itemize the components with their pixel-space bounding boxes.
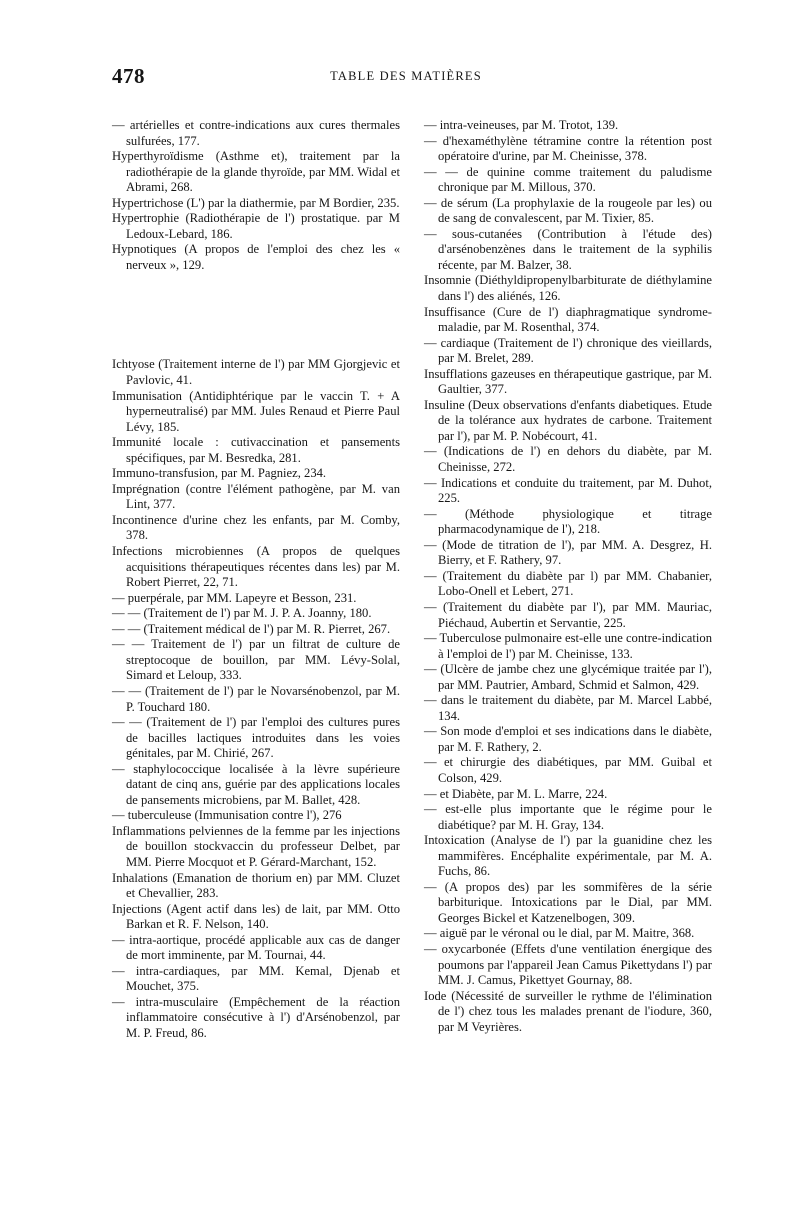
- index-entry: — (Ulcère de jambe chez une glycémique traitée par l'), par MM. Pautrier, Ambard, Schmid et Salmon, 429.: [424, 662, 712, 692]
- index-entry: — d'hexaméthylène tétramine contre la rétention post opératoire d'urine, par M. Cheinisse, 378.: [424, 133, 712, 164]
- index-entry: Ichtyose (Traitement interne de l') par MM Gjorgjevic et Pavlovic, 41.: [112, 357, 400, 388]
- running-title: TABLE DES MATIÈRES: [330, 69, 482, 83]
- index-entry: — — (Traitement de l') par l'emploi des cultures pures de bacilles lactiques introduites dans les voies génitales, par M. Chirié, 267.: [112, 715, 400, 761]
- index-entry: Hypertrichose (L') par la diathermie, par M Bordier, 235.: [112, 195, 400, 210]
- index-entry: — est-elle plus importante que le régime pour le diabétique? par M. H. Gray, 134.: [424, 802, 712, 832]
- index-entry: Immunisation (Antidiphtérique par le vaccin T. + A hyperneutralisé) par MM. Jules Renaud et Pierre Paul Lévy, 185.: [112, 388, 400, 434]
- page-number: 478: [112, 64, 145, 88]
- index-entry: — et chirurgie des diabétiques, par MM. Guibal et Colson, 429.: [424, 755, 712, 785]
- index-entry: — — (Traitement de l') par le Novarsénobenzol, par M. P. Touchard 180.: [112, 683, 400, 714]
- index-entry: Intoxication (Analyse de l') par la guanidine chez les mammifères. Encéphalite expérimentale, par M. A. Fuchs, 86.: [424, 833, 712, 879]
- index-entry: — (Méthode physiologique et titrage pharmacodynamique de l'), 218.: [424, 506, 712, 537]
- index-entry: — Son mode d'emploi et ses indications dans le diabète, par M. F. Rathery, 2.: [424, 724, 712, 754]
- index-entry: Infections microbiennes (A propos de quelques acquisitions thérapeutiques récentes dans les) par M. Robert Pierret, 22, 71.: [112, 544, 400, 590]
- index-entry: — artérielles et contre-indications aux cures thermales sulfurées, 177.: [112, 118, 400, 148]
- left-column: [112, 118, 400, 1042]
- index-entry: — — Traitement de l') par un filtrat de culture de streptocoque de bouillon, par MM. Lévy-Solal, Simard et Leloup, 333.: [112, 637, 400, 683]
- index-entry: Insufflations gazeuses en thérapeutique gastrique, par M. Gaultier, 377.: [424, 366, 712, 397]
- index-entry: — intra-aortique, procédé applicable aux cas de danger de mort imminente, par M. Tournai, 44.: [112, 932, 400, 963]
- index-entry: — Tuberculose pulmonaire est-elle une contre-indication à l'emploi de l') par M. Cheinisse, 133.: [424, 631, 712, 661]
- index-entry: — (A propos des) par les sommifères de la série barbiturique. Intoxications par le Dial, par MM. Georges Bickel et Katzenelbogen, 309.: [424, 879, 712, 925]
- section-gap: [112, 273, 400, 357]
- index-entry: Hypnotiques (A propos de l'emploi des chez les « nerveux », 129.: [112, 242, 400, 272]
- index-entry: — — (Traitement médical de l') par M. R. Pierret, 267.: [112, 621, 391, 636]
- index-entry: — — de quinine comme traitement du paludisme chronique par M. Millous, 370.: [424, 164, 712, 195]
- index-entry: Immunité locale : cutivaccination et pansements spécifiques, par M. Besredka, 281.: [112, 435, 400, 465]
- index-entry: — puerpérale, par MM. Lapeyre et Besson, 231.: [112, 590, 357, 605]
- index-entry: Incontinence d'urine chez les enfants, par M. Comby, 378.: [112, 512, 400, 543]
- index-entry: Injections (Agent actif dans les) de lait, par MM. Otto Barkan et R. F. Nelson, 140.: [112, 901, 400, 932]
- index-entry: Iode (Nécessité de surveiller le rythme de l'élimination de l') chez tous les malades prenant de l'iodure, 360, par M Veyrières.: [424, 988, 712, 1034]
- index-entry: Hypertrophie (Radiothérapie de l') prostatique. par M Ledoux-Lebard, 186.: [112, 211, 400, 241]
- index-entry: — (Indications de l') en dehors du diabète, par M. Cheinisse, 272.: [424, 444, 712, 475]
- index-entry: Insomnie (Diéthyldipropenylbarbiturate de diéthylamine dans l') des aliénés, 126.: [424, 273, 712, 304]
- page-header: [112, 64, 700, 94]
- index-entry: — (Traitement du diabète par l'), par MM. Mauriac, Piéchaud, Aubertin et Servantie, 225.: [424, 599, 712, 630]
- index-entry: — intra-musculaire (Empêchement de la réaction inflammatoire consécutive à l') d'Arsénobenzol, par M. P. Freud, 86.: [112, 994, 400, 1040]
- index-entry: — staphylococcique localisée à la lèvre supérieure datant de cinq ans, guérie par des applications locales de pansements microbiens, par M. Ballet, 428.: [112, 761, 400, 807]
- index-entry: — oxycarbonée (Effets d'une ventilation énergique des poumons par l'appareil Jean Camus Pikettydans l') par MM. J. Camus, Pikettyet Gournay, 88.: [424, 941, 712, 988]
- index-entry: — (Mode de titration de l'), par MM. A. Desgrez, H. Bierry, et F. Rathery, 97.: [424, 537, 712, 568]
- index-entry: — cardiaque (Traitement de l') chronique des vieillards, par M. Brelet, 289.: [424, 335, 712, 366]
- index-entry: — — (Traitement de l') par M. J. P. A. Joanny, 180.: [112, 606, 372, 621]
- index-entry: — intra-veineuses, par M. Trotot, 139.: [424, 118, 619, 132]
- index-entry: — de sérum (La prophylaxie de la rougeole par les) ou de sang de convalescent, par M. Tixier, 85.: [424, 195, 712, 226]
- right-column: [424, 118, 712, 1035]
- index-entry: Insuline (Deux observations d'enfants diabetiques. Etude de la tolérance aux hydrates de carbone. Traitement par l'), par M. P. Nobécourt, 41.: [424, 397, 712, 443]
- index-entry: — Indications et conduite du traitement, par M. Duhot, 225.: [424, 475, 712, 506]
- index-entry: Inhalations (Emanation de thorium en) par MM. Cluzet et Chevallier, 283.: [112, 870, 400, 901]
- index-entry: Immuno-transfusion, par M. Pagniez, 234.: [112, 466, 327, 481]
- index-entry: — aiguë par le véronal ou le dial, par M. Maitre, 368.: [424, 926, 695, 941]
- index-entry: Imprégnation (contre l'élément pathogène, par M. van Lint, 377.: [112, 481, 400, 512]
- index-entry: — dans le traitement du diabète, par M. Marcel Labbé, 134.: [424, 693, 712, 723]
- index-entry: — (Traitement du diabète par l) par MM. Chabanier, Lobo-Onell et Lebert, 271.: [424, 568, 712, 599]
- index-entry: — sous-cutanées (Contribution à l'étude des) d'arsénobenzènes dans le traitement de la syphilis récente, par M. Balzer, 38.: [424, 226, 712, 272]
- index-entry: Hyperthyroïdisme (Asthme et), traitement par la radiothérapie de la glande thyroïde, par MM. Widal et Abrami, 268.: [112, 149, 400, 195]
- index-entry: — intra-cardiaques, par MM. Kemal, Djenab et Mouchet, 375.: [112, 963, 400, 994]
- index-entry: Inflammations pelviennes de la femme par les injections de bouillon stockvaccin du professeur Delbet, par MM. Pierre Mocquot et P. Gérard-Marchant, 152.: [112, 823, 400, 869]
- index-entry: Insuffisance (Cure de l') diaphragmatique syndrome-maladie, par M. Rosenthal, 374.: [424, 304, 712, 335]
- index-entry: — tuberculeuse (Immunisation contre l'), 276: [112, 808, 342, 823]
- index-entry: — et Diabète, par M. L. Marre, 224.: [424, 786, 608, 801]
